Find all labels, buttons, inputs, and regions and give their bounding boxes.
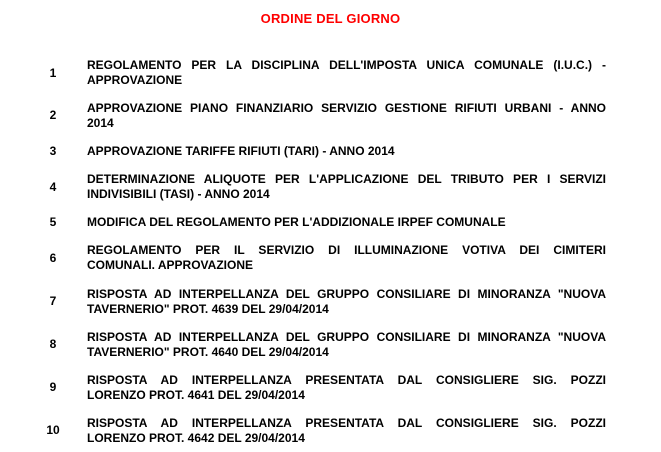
agenda-item-number: 5 [49, 215, 57, 229]
agenda-item-line: RISPOSTA AD INTERPELLANZA DEL GRUPPO CONSILIARE DI MINORANZA "NUOVA [87, 287, 606, 301]
agenda-item-line: LORENZO PROT. 4642 DEL 29/04/2014 [87, 430, 305, 445]
agenda-item-line: TAVERNERIO" PROT. 4639 DEL 29/04/2014 [87, 301, 329, 316]
agenda-item-text [87, 101, 606, 130]
agenda-item-line: RISPOSTA AD INTERPELLANZA PRESENTATA DAL CONSIGLIERE SIG. POZZI [87, 416, 606, 430]
agenda-item-text [87, 287, 606, 316]
agenda-item-text [87, 416, 606, 445]
agenda-item-line: COMUNALI. APPROVAZIONE [87, 257, 254, 272]
agenda-item-text [87, 215, 606, 230]
agenda-item-line: APPROVAZIONE [87, 72, 183, 87]
agenda-item-text [87, 172, 606, 201]
page-title: ORDINE DEL GIORNO [260, 11, 401, 26]
agenda-item-line: RISPOSTA AD INTERPELLANZA DEL GRUPPO CONSILIARE DI MINORANZA "NUOVA [87, 330, 606, 344]
agenda-item-line: 2014 [87, 115, 114, 130]
agenda-item-line: APPROVAZIONE TARIFFE RIFIUTI (TARI) - ANNO 2014 [87, 144, 395, 158]
agenda-item-number: 1 [49, 66, 57, 80]
agenda-item-line: TAVERNERIO" PROT. 4640 DEL 29/04/2014 [87, 344, 329, 359]
agenda-item-line: REGOLAMENTO PER IL SERVIZIO DI ILLUMINAZIONE VOTIVA DEI CIMITERI [87, 243, 606, 257]
agenda-item-text [87, 58, 606, 87]
agenda-item-line: INDIVISIBILI (TASI) - ANNO 2014 [87, 186, 270, 201]
agenda-item-number: 8 [49, 337, 57, 351]
agenda-item-line: MODIFICA DEL REGOLAMENTO PER L'ADDIZIONALE IRPEF COMUNALE [87, 215, 506, 229]
agenda-item-number: 7 [49, 294, 57, 308]
agenda-item-number: 6 [49, 251, 57, 265]
agenda-item-text [87, 144, 606, 159]
agenda-item-number: 4 [49, 180, 57, 194]
agenda-item-text [87, 373, 606, 402]
agenda-item-text [87, 330, 606, 359]
agenda-item-number: 9 [49, 380, 57, 394]
agenda-item-line: APPROVAZIONE PIANO FINANZIARIO SERVIZIO GESTIONE RIFIUTI URBANI - ANNO [87, 101, 606, 115]
agenda-item-text [87, 243, 606, 272]
agenda-item-line: LORENZO PROT. 4641 DEL 29/04/2014 [87, 387, 305, 402]
agenda-item-line: DETERMINAZIONE ALIQUOTE PER L'APPLICAZIONE DEL TRIBUTO PER I SERVIZI [87, 172, 606, 186]
agenda-item-number: 3 [49, 144, 57, 158]
agenda-item-line: REGOLAMENTO PER LA DISCIPLINA DELL'IMPOSTA UNICA COMUNALE (I.U.C.) - [87, 58, 606, 72]
agenda-item-number: 10 [46, 423, 60, 437]
agenda-item-line: RISPOSTA AD INTERPELLANZA PRESENTATA DAL CONSIGLIERE SIG. POZZI [87, 373, 606, 387]
agenda-item-number: 2 [49, 108, 57, 122]
